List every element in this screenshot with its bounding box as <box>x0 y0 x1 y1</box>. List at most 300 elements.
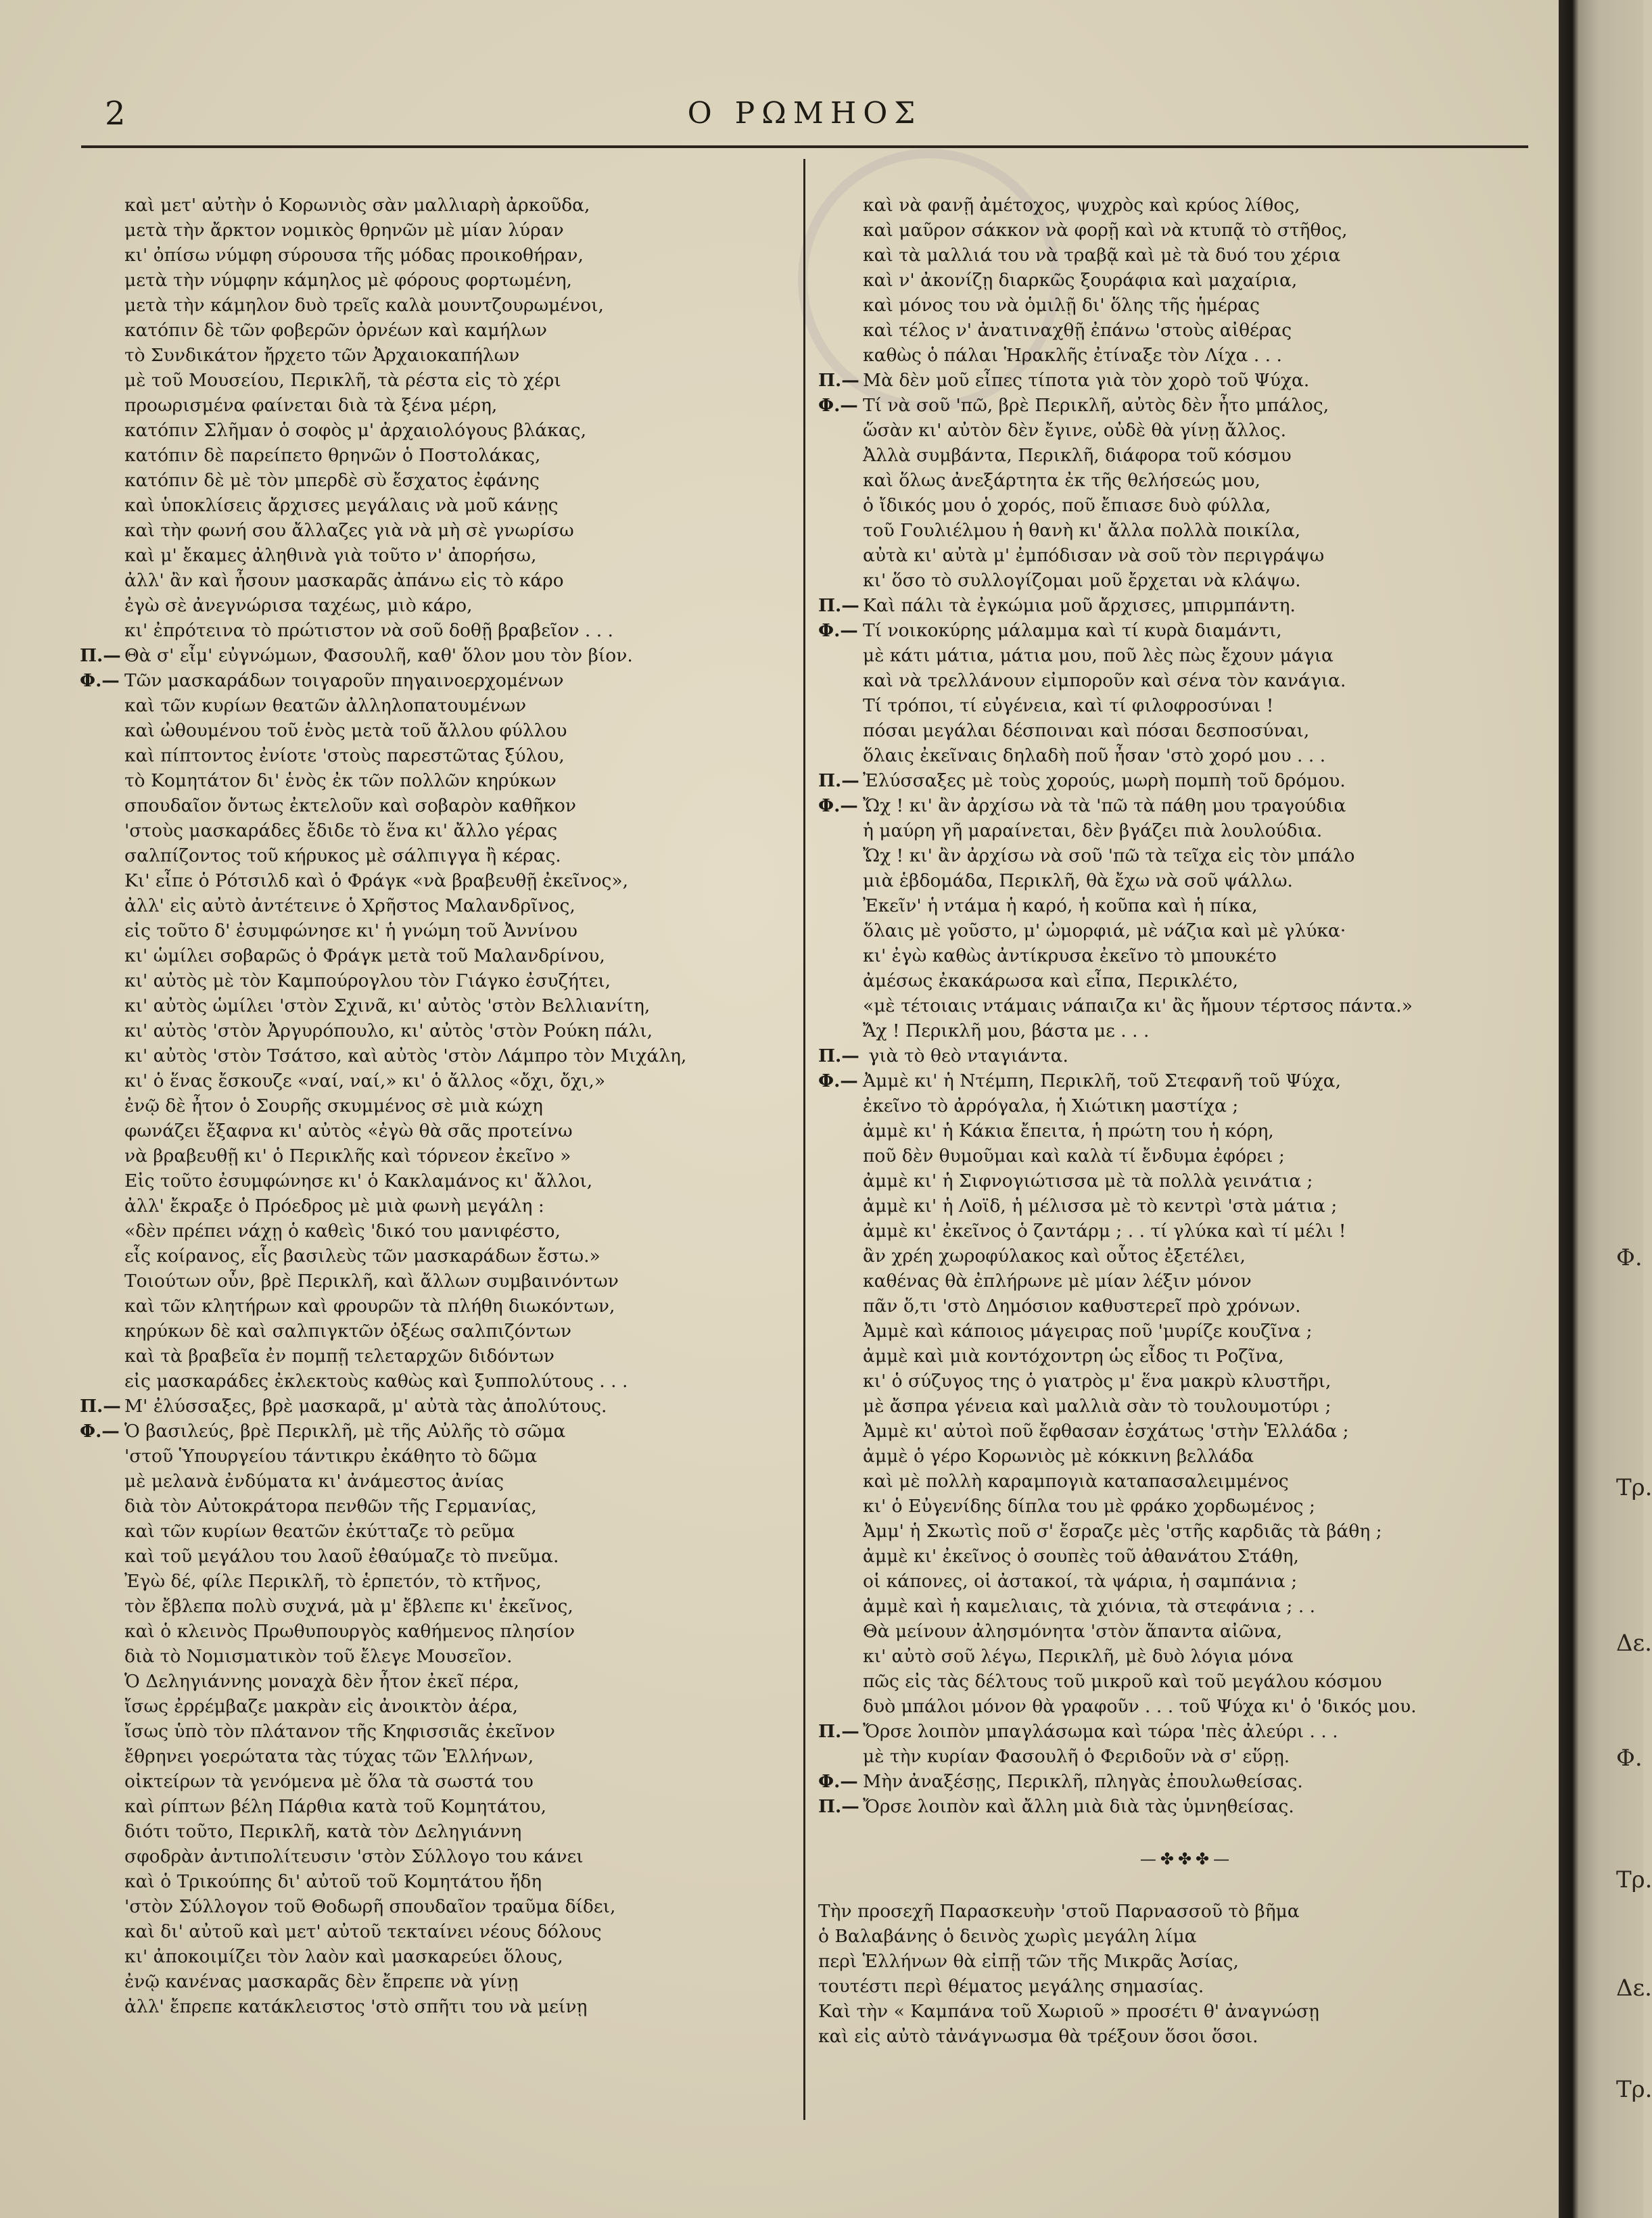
verse-text: κι' ἀποκοιμίζει τὸν λαὸν καὶ μασκαρεύει ὅλους, <box>124 1946 563 1967</box>
verse-text: μετὰ τὴν ἄρκτον νομικὸς θρηνῶν μὲ μίαν λύραν <box>124 220 564 241</box>
verse-line <box>80 1369 797 1394</box>
right-column <box>818 193 1555 2049</box>
verse-line <box>818 243 1555 268</box>
verse-text: ἀμμὲ κι' ἐκεῖνος ὁ ζαντάρμ ; . . τί γλύκα καὶ τί μέλι ! <box>863 1221 1346 1242</box>
verse-line <box>80 393 797 418</box>
verse-line <box>80 1619 797 1644</box>
verse-text: μιὰ ἑβδομάδα, Περικλῆ, θὰ ἔχω νὰ σοῦ ψάλλω. <box>863 870 1293 891</box>
verse-line <box>80 1769 797 1794</box>
verse-line <box>818 968 1555 993</box>
verse-line <box>80 193 797 218</box>
verse-text: Τί νὰ σοῦ 'πῶ, βρὲ Περικλῆ, αὐτὸς δὲν ἦτο μπάλος, <box>863 395 1329 416</box>
verse-text: καὶ νὰ φανῇ ἀμέτοχος, ψυχρὸς καὶ κρύος λίθος, <box>863 195 1300 216</box>
verse-text: καὶ τῶν κυρίων θεατῶν ἐκύτταζε τὸ ρεῦμα <box>124 1521 515 1542</box>
verse-text: καὶ ρίπτων βέλη Πάρθια κατὰ τοῦ Κομητάτου, <box>124 1796 546 1817</box>
verse-text: κι' ὁ Εὐγενίδης δίπλα του μὲ φράκο χορδωμένος ; <box>863 1496 1315 1517</box>
verse-text: καὶ ὠθουμένου τοῦ ἑνὸς μετὰ τοῦ ἄλλου φύλλου <box>124 720 567 741</box>
verse-line <box>818 1694 1555 1719</box>
verse-text: διὰ τὸν Αὐτοκράτορα πενθῶν τῆς Γερμανίας, <box>124 1496 537 1517</box>
verse-text: ἀμμὲ καὶ μιὰ κοντόχοντρη ὡς εἶδος τι Ροζῖνα, <box>863 1346 1284 1367</box>
verse-text: Ὄρσε λοιπὸν καὶ ἄλλη μιὰ διὰ τὰς ὑμνηθείσας. <box>863 1796 1294 1817</box>
verse-line <box>80 1544 797 1569</box>
masthead-title: Ο ΡΩΜΗΟΣ <box>687 96 922 131</box>
verse-line <box>818 193 1555 218</box>
verse-line <box>80 1719 797 1744</box>
verse-text: Μὰ δὲν μοῦ εἶπες τίποτα γιὰ τὸν χορὸ τοῦ Ψύχα. <box>863 370 1310 391</box>
verse-text: Ὤχ ! κι' ἂν ἀρχίσω νὰ σοῦ 'πῶ τὰ τεῖχα εἰς τὸν μπάλο <box>863 845 1355 866</box>
verse-line <box>80 1319 797 1344</box>
verse-text: ἀμμὲ κι' ἡ Λοϊδ, ἡ μέλισσα μὲ τὸ κεντρὶ 'στὰ μάτια ; <box>863 1196 1338 1217</box>
verse-line <box>818 1644 1555 1669</box>
verse-text: μὲ κάτι μάτια, μάτια μου, ποῦ λὲς πὼς ἔχουν μάγια <box>863 645 1334 666</box>
verse-line <box>818 393 1555 418</box>
verse-line <box>818 1319 1555 1344</box>
announcement-line: καὶ εἰς αὐτὸ τἀνάγνωσμα θὰ τρέξουν ὅσοι ὅσοι. <box>818 2026 1258 2047</box>
verse-text: ἂν χρέη χωροφύλακος καὶ οὗτος ἐξετέλει, <box>863 1246 1246 1267</box>
verse-text: διότι τοῦτο, Περικλῆ, κατὰ τὸν Δεληγιάννη <box>124 1821 522 1842</box>
verse-line <box>80 1244 797 1269</box>
verse-line <box>80 1394 797 1419</box>
verse-line <box>818 1744 1555 1769</box>
verse-line <box>818 1469 1555 1494</box>
verse-line <box>818 1344 1555 1369</box>
verse-line <box>818 593 1555 618</box>
verse-text: Ὄρσε λοιπὸν μπαγλάσωμα καὶ τώρα 'πὲς ἀλεύρι . . . <box>863 1721 1338 1742</box>
verse-text: κι' ἐγὼ καθὼς ἀντίκρυσα ἐκεῖνο τὸ μπουκέτο <box>863 945 1277 966</box>
verse-line <box>80 1819 797 1844</box>
verse-line <box>80 1068 797 1093</box>
speaker-label: Π.— <box>818 770 859 791</box>
verse-text: κατόπιν Σλῆμαν ὁ σοφὸς μ' ἀρχαιολόγους βλάκας, <box>124 420 587 441</box>
verse-text: Ἄχ ! Περικλῆ μου, βάστα με . . . <box>863 1020 1150 1041</box>
announcement-line: Τὴν προσεχῆ Παρασκευὴν 'στοῦ Παρνασσοῦ τὸ βῆμα <box>818 1901 1300 1922</box>
right-dialog <box>818 193 1555 1819</box>
verse-line <box>818 768 1555 793</box>
speaker-label: Φ.— <box>80 670 120 691</box>
verse-text: σφοδρὰν ἀντιπολίτευσιν 'στὸν Σύλλογο του κάνει <box>124 1846 584 1867</box>
verse-text: τὸν ἔβλεπα πολὺ συχνά, μὰ μ' ἔβλεπε κι' ἐκεῖνος, <box>124 1596 573 1617</box>
verse-line <box>818 743 1555 768</box>
verse-text: Τοιούτων οὖν, βρὲ Περικλῆ, καὶ ἄλλων συμβαινόντων <box>124 1271 619 1292</box>
spacer <box>818 1873 1555 1899</box>
verse-line <box>80 643 797 668</box>
verse-text: μὲ μελανὰ ἐνδύματα κι' ἀνάμεστος ἀνίας <box>124 1471 504 1492</box>
verse-text: μὲ τοῦ Μουσείου, Περικλῆ, τὰ ρέστα εἰς τὸ χέρι <box>124 370 561 391</box>
verse-text: κι' ἐπρότεινα τὸ πρώτιστον νὰ σοῦ δοθῇ βραβεῖον . . . <box>124 620 613 641</box>
verse-line <box>818 568 1555 593</box>
verse-text: καὶ μ' ἔκαμες ἀληθινὰ γιὰ τοῦτο ν' ἀπορήσω, <box>124 545 537 566</box>
verse-text: οἰκτείρων τὰ γενόμενα μὲ ὅλα τὰ σωστά του <box>124 1771 534 1792</box>
verse-line <box>818 643 1555 668</box>
verse-text: σπουδαῖον ὄντως ἐκτελοῦν καὶ σοβαρὸν καθῆκον <box>124 795 576 816</box>
verse-line <box>80 368 797 393</box>
verse-text: κατόπιν δὲ μὲ τὸν μπερδὲ σὺ ἔσχατος ἐφάνης <box>124 470 540 491</box>
verse-text: προωρισμένα φαίνεται διὰ τὰ ξένα μέρη, <box>124 395 498 416</box>
verse-line <box>818 993 1555 1018</box>
verse-text: μετὰ τὴν κάμηλον δυὸ τρεῖς καλὰ μουντζουρωμένοι, <box>124 295 604 316</box>
speaker-label: Π.— <box>818 595 859 616</box>
verse-text: Θὰ σ' εἶμ' εὐγνώμων, Φασουλῆ, καθ' ὅλον μου τὸν βίον. <box>124 645 633 666</box>
verse-text: Ἀμμ' ἡ Σκωτὶς ποῦ σ' ἔσραζε μὲς 'στῆς καρδιᾶς τὰ βάθη ; <box>863 1521 1382 1542</box>
verse-line <box>80 818 797 843</box>
verse-line <box>818 1093 1555 1118</box>
verse-text: Ἀμμὲ κι' ἡ Ντέμπη, Περικλῆ, τοῦ Στεφανῆ τοῦ Ψύχα, <box>863 1070 1342 1091</box>
verse-text: καὶ μὲ πολλὴ καραμπογιὰ καταπασαλειμμένος <box>863 1471 1289 1492</box>
verse-line <box>80 1419 797 1444</box>
speaker-label: Φ.— <box>818 620 858 641</box>
verse-line <box>80 943 797 968</box>
verse-line <box>80 1043 797 1068</box>
verse-text: ὥσὰν κι' αὐτὸν δὲν ἔγινε, οὐδὲ θὰ γίνῃ ἄλλος. <box>863 420 1287 441</box>
page-header <box>81 95 1528 142</box>
announcement-line: ὁ Βαλαβάνης ὁ δεινὸς χωρὶς μεγάλη λίμα <box>818 1926 1197 1947</box>
verse-text: ἐνῷ κανένας μασκαρᾶς δὲν ἔπρεπε νὰ γίνῃ <box>124 1971 519 1992</box>
verse-text: ὅλαις μὲ γοῦστο, μ' ὠμορφιά, μὲ νάζια καὶ μὲ γλύκα· <box>863 920 1346 941</box>
verse-line <box>80 1694 797 1719</box>
verse-line <box>80 593 797 618</box>
verse-text: πόσαι μεγάλαι δέσποιναι καὶ πόσαι δεσποσύναι, <box>863 720 1310 741</box>
verse-line <box>80 1844 797 1869</box>
verse-line <box>818 468 1555 493</box>
header-rule <box>81 145 1528 148</box>
speaker-label: Π.— <box>818 1045 859 1066</box>
verse-text: Ὁ βασιλεύς, βρὲ Περικλῆ, μὲ τῆς Αὐλῆς τὸ σῶμα <box>124 1421 566 1442</box>
verse-line <box>818 818 1555 843</box>
verse-line <box>818 843 1555 868</box>
verse-line <box>80 1644 797 1669</box>
verse-line <box>80 618 797 643</box>
verse-text: καὶ ὅλως ἀνεξάρτητα ἐκ τῆς θελήσεώς μου, <box>863 470 1260 491</box>
verse-line <box>818 918 1555 943</box>
verse-line <box>80 418 797 443</box>
verse-line <box>80 243 797 268</box>
verse-line <box>818 343 1555 368</box>
verse-text: 'στοὺς μασκαράδες ἔδιδε τὸ ἕνα κι' ἄλλο γέρας <box>124 820 558 841</box>
verse-line <box>818 943 1555 968</box>
verse-text: τὸ Συνδικάτον ἤρχετο τῶν Ἀρχαιοκαπήλων <box>124 345 520 366</box>
verse-text: καὶ μόνος του νὰ ὁμιλῇ δι' ὅλης τῆς ἡμέρας <box>863 295 1260 316</box>
verse-line <box>818 1794 1555 1819</box>
verse-line <box>80 1744 797 1769</box>
verse-line <box>818 1769 1555 1794</box>
verse-line <box>818 1444 1555 1469</box>
verse-text: Ἐλύσσαξες μὲ τοὺς χορούς, μωρὴ πομπὴ τοῦ δρόμου. <box>863 770 1346 791</box>
verse-text: κι' αὐτὸς 'στὸν Τσάτσο, καὶ αὐτὸς 'στὸν Λάμπρο τὸν Μιχάλη, <box>124 1045 687 1066</box>
speaker-label: Φ.— <box>80 1421 120 1442</box>
edge-fragment: Τρ. <box>1616 2076 1652 2103</box>
edge-fragment: Τρ. <box>1616 1474 1652 1501</box>
verse-line <box>80 843 797 868</box>
verse-text: καὶ μαῦρον σάκκον νὰ φορῇ καὶ νὰ κτυπᾷ τὸ στῆθος, <box>863 220 1348 241</box>
verse-text: καθὼς ὁ πάλαι Ἡρακλῆς ἐτίναξε τὸν Λίχα . . . <box>863 345 1282 366</box>
verse-line <box>818 1194 1555 1219</box>
verse-line <box>80 1444 797 1469</box>
verse-text: Τῶν μασκαράδων τοιγαροῦν πηγαινοερχομένων <box>124 670 564 691</box>
verse-text: ἀλλ' ἔπρεπε κατάκλειστος 'στὸ σπῆτι του νὰ μείνῃ <box>124 1996 588 2017</box>
verse-text: Ἀμμὲ κι' αὐτοὶ ποῦ ἔφθασαν ἐσχάτως 'στὴν Ἑλλάδα ; <box>863 1421 1349 1442</box>
verse-line <box>80 1018 797 1043</box>
verse-text: ἀλλ' ἂν καὶ ἦσουν μασκαρᾶς ἀπάνω εἰς τὸ κάρο <box>124 570 564 591</box>
verse-line <box>80 343 797 368</box>
speaker-label: Φ.— <box>818 395 858 416</box>
verse-line <box>818 1719 1555 1744</box>
verse-text: νὰ βραβευθῇ κι' ὁ Περικλῆς καὶ τόρνεον ἐκεῖνο » <box>124 1146 571 1166</box>
verse-text: κατόπιν δὲ τῶν φοβερῶν ὀρνέων καὶ καμήλων <box>124 320 547 341</box>
verse-text: ἀμμὲ κι' ἡ Σιφνογιώτισσα μὲ τὰ πολλὰ γεινάτια ; <box>863 1171 1313 1191</box>
page-number: 2 <box>105 95 126 133</box>
verse-text: κι' ὁ σύζυγος της ὁ γιατρὸς μ' ἕνα μακρὺ κλυστῆρι, <box>863 1371 1331 1392</box>
verse-line <box>818 418 1555 443</box>
verse-text: κι' αὐτὸ σοῦ λέγω, Περικλῆ, μὲ δυὸ λόγια μόνα <box>863 1646 1294 1667</box>
verse-text: Ἐκεῖν' ἡ ντάμα ἡ καρό, ἡ κοῦπα καὶ ἡ πίκα, <box>863 895 1258 916</box>
speaker-label: Φ.— <box>818 795 858 816</box>
verse-text: κι' αὐτὸς ὡμίλει 'στὸν Σχινᾶ, κι' αὐτὸς 'στὸν Βελλιανίτη, <box>124 995 651 1016</box>
verse-line <box>818 268 1555 293</box>
verse-text: τὸ Κομητάτον δι' ἑνὸς ἐκ τῶν πολλῶν κηρύκων <box>124 770 557 791</box>
verse-line <box>818 693 1555 718</box>
verse-line <box>818 1544 1555 1569</box>
verse-line <box>818 1269 1555 1294</box>
verse-line <box>80 518 797 543</box>
column-divider <box>803 159 805 2120</box>
verse-text: οἱ κάπονες, οἱ ἀστακοί, τὰ ψάρια, ἡ σαμπάνια ; <box>863 1571 1298 1592</box>
verse-line <box>818 493 1555 518</box>
verse-line <box>818 1043 1555 1068</box>
verse-text: καὶ τὰ μαλλιά του νὰ τραβᾷ καὶ μὲ τὰ δυό του χέρια <box>863 245 1341 266</box>
verse-line <box>80 743 797 768</box>
announcement-line: περὶ Ἑλλήνων θὰ εἰπῇ τῶν τῆς Μικρᾶς Ἀσίας, <box>818 1951 1239 1972</box>
verse-text: καὶ τὴν φωνή σου ἄλλαζες γιὰ νὰ μὴ σὲ γνωρίσω <box>124 520 574 541</box>
verse-line <box>818 868 1555 893</box>
verse-text: μὲ ἄσπρα γένεια καὶ μαλλιὰ σὰν τὸ τουλουμοτύρι ; <box>863 1396 1331 1417</box>
verse-line <box>80 693 797 718</box>
announcement-line: τουτέστι περὶ θέματος μεγάλης σημασίας. <box>818 1976 1204 1997</box>
verse-line <box>80 718 797 743</box>
verse-line <box>80 1569 797 1594</box>
verse-line <box>80 468 797 493</box>
verse-line <box>818 1619 1555 1644</box>
verse-text: κι' ὀπίσω νύμφη σύρουσα τῆς μόδας προικοθήραν, <box>124 245 584 266</box>
verse-line <box>80 1969 797 1994</box>
left-column <box>80 193 797 2019</box>
verse-text: τοῦ Γουλιέλμου ἡ θανὴ κι' ἄλλα πολλὰ ποικίλα, <box>863 520 1301 541</box>
verse-text: κατόπιν δὲ παρείπετο θρηνῶν ὁ Ποστολάκας, <box>124 445 541 466</box>
verse-text: Μὴν ἀναξέσῃς, Περικλῆ, πληγὰς ἐπουλωθείσας. <box>863 1771 1303 1792</box>
verse-line <box>80 1269 797 1294</box>
verse-line <box>818 1068 1555 1093</box>
verse-line <box>80 543 797 568</box>
speaker-label: Φ.— <box>818 1070 858 1091</box>
verse-text: καὶ ὁ Τρικούπης δι' αὐτοῦ τοῦ Κομητάτου ἤδη <box>124 1871 542 1892</box>
verse-line <box>818 1394 1555 1419</box>
verse-text: 'στοῦ Ὑπουργείου τάντικρυ ἐκάθητο τὸ δῶμα <box>124 1446 538 1467</box>
verse-text: ὅλαις ἐκεῖναις δηλαδὴ ποῦ ἦσαν 'στὸ χορό μου . . . <box>863 745 1326 766</box>
verse-text: καὶ δι' αὐτοῦ καὶ μετ' αὐτοῦ τεκταίνει νέους δόλους <box>124 1921 602 1942</box>
verse-text: ποῦ δὲν θυμοῦμαι καὶ καλὰ τί ἔνδυμα ἐφόρει ; <box>863 1146 1285 1166</box>
verse-text: «μὲ τέτοιαις ντάμαις νάπαιζα κι' ἂς ἤμουν τέρτσος πάντα.» <box>863 995 1413 1016</box>
verse-line <box>80 1219 797 1244</box>
verse-text: καὶ μετ' αὐτὴν ὁ Κορωνιὸς σὰν μαλλιαρὴ ἀρκοῦδα, <box>124 195 590 216</box>
verse-text: εἰς μασκαράδες ἐκλεκτοὺς καθὼς καὶ ξυππολύτους . . . <box>124 1371 628 1392</box>
verse-line <box>80 1669 797 1694</box>
verse-text: μετὰ τὴν νύμφην κάμηλος μὲ φόρους φορτωμένη, <box>124 270 572 291</box>
verse-line <box>80 1294 797 1319</box>
verse-line <box>818 1244 1555 1269</box>
verse-text: κι' αὐτὸς 'στὸν Ἀργυρόπουλο, κι' αὐτὸς 'στὸν Ρούκη πάλι, <box>124 1020 653 1041</box>
verse-text: κι' ὅσο τὸ συλλογίζομαι μοῦ ἔρχεται νὰ κλάψω. <box>863 570 1301 591</box>
verse-line <box>818 1419 1555 1444</box>
verse-line <box>80 493 797 518</box>
verse-text: καὶ τέλος ν' ἀνατιναχθῇ ἐπάνω 'στοὺς αἰθέρας <box>863 320 1292 341</box>
verse-line <box>80 1118 797 1143</box>
announcement <box>818 1899 1555 2049</box>
verse-text: Κι' εἶπε ὁ Ρότσιλδ καὶ ὁ Φράγκ «νὰ βραβευθῇ ἐκεῖνος», <box>124 870 629 891</box>
verse-text: σαλπίζοντος τοῦ κήρυκος μὲ σάλπιγγα ἢ κέρας. <box>124 845 561 866</box>
verse-line <box>818 618 1555 643</box>
verse-text: ἔθρηνει γοερώτατα τὰς τύχας τῶν Ἑλλήνων, <box>124 1746 534 1767</box>
verse-line <box>80 1344 797 1369</box>
verse-line <box>818 793 1555 818</box>
verse-line <box>80 918 797 943</box>
verse-text: δυὸ μπάλοι μόνον θὰ γραφοῦν . . . τοῦ Ψύχα κι' ὁ 'δικός μου. <box>863 1696 1417 1717</box>
verse-text: καὶ τῶν κυρίων θεατῶν ἀλληλοπατουμένων <box>124 695 527 716</box>
verse-line <box>818 1669 1555 1694</box>
verse-line <box>80 668 797 693</box>
verse-text: «δὲν πρέπει νάχῃ ὁ καθεὶς 'δικό του μανιφέστο, <box>124 1221 561 1242</box>
verse-line <box>818 318 1555 343</box>
verse-line <box>80 1494 797 1519</box>
verse-text: πᾶν ὅ,τι 'στὸ Δημόσιον καθυστερεῖ πρὸ χρόνων. <box>863 1296 1301 1317</box>
verse-text: Ὤχ ! κι' ἂν ἀρχίσω νὰ τὰ 'πῶ τὰ πάθη μου τραγούδια <box>863 795 1346 816</box>
verse-line <box>80 218 797 243</box>
verse-line <box>80 1944 797 1969</box>
verse-line <box>818 218 1555 243</box>
verse-text: ἀμέσως ἐκακάρωσα καὶ εἶπα, Περικλέτο, <box>863 970 1239 991</box>
edge-fragment: Δε. <box>1616 1630 1652 1657</box>
verse-text: κι' αὐτὸς μὲ τὸν Καμπούρογλου τὸν Γιάγκο ἐσυζήτει, <box>124 970 611 991</box>
verse-text: ἐγὼ σὲ ἀνεγνώρισα ταχέως, μιὸ κάρο, <box>124 595 473 616</box>
verse-text: καὶ τὰ βραβεῖα ἐν πομπῇ τελεταρχῶν διδόντων <box>124 1346 554 1367</box>
verse-text: ἀμμὲ ὁ γέρο Κορωνιὸς μὲ κόκκινη βελλάδα <box>863 1446 1254 1467</box>
speaker-label: Π.— <box>818 370 859 391</box>
verse-line <box>80 1894 797 1919</box>
verse-line <box>80 318 797 343</box>
verse-text: μὲ τὴν κυρίαν Φασουλῆ ὁ Φεριδοῦν νὰ σ' εὕρῃ. <box>863 1746 1290 1767</box>
verse-line <box>818 1219 1555 1244</box>
verse-line <box>818 518 1555 543</box>
verse-text: καὶ ν' ἀκονίζῃ διαρκῶς ξουράφια καὶ μαχαίρια, <box>863 270 1298 291</box>
verse-text: ἀλλ' εἰς αὐτὸ ἀντέτεινε ὁ Χρῆστος Μαλανδρῖνος, <box>124 895 575 916</box>
verse-text: ἐνῷ δὲ ἦτον ὁ Σουρῆς σκυμμένος σὲ μιὰ κώχη <box>124 1095 543 1116</box>
verse-text: Θὰ μείνουν ἀλησμόνητα 'στὸν ἅπαντα αἰῶνα, <box>863 1621 1283 1642</box>
verse-text: ἡ μαύρη γῆ μαραίνεται, δὲν βγάζει πιὰ λουλούδια. <box>863 820 1323 841</box>
verse-text: καθένας θὰ ἐπλήρωνε μὲ μίαν λέξιν μόνον <box>863 1271 1252 1292</box>
speaker-label: Π.— <box>818 1796 859 1817</box>
verse-line <box>818 1494 1555 1519</box>
verse-line <box>80 893 797 918</box>
verse-line <box>80 793 797 818</box>
verse-line <box>818 368 1555 393</box>
verse-text: ὁ ἴδικός μου ὁ χορός, ποῦ ἔπιασε δυὸ φύλλα, <box>863 495 1271 516</box>
verse-line <box>818 718 1555 743</box>
verse-line <box>80 1143 797 1169</box>
verse-text: κηρύκων δὲ καὶ σαλπιγκτῶν ὀξέως σαλπιζόντων <box>124 1321 572 1342</box>
verse-line <box>80 1594 797 1619</box>
verse-text: Μ' ἐλύσσαξες, βρὲ μασκαρᾶ, μ' αὐτὰ τὰς ἀπολύτους. <box>124 1396 607 1417</box>
verse-line <box>80 1994 797 2019</box>
verse-line <box>818 1294 1555 1319</box>
edge-fragment: Φ. <box>1616 1244 1643 1271</box>
verse-text: ἐκεῖνο τὸ ἀρρόγαλα, ἡ Χιώτικη μαστίχα ; <box>863 1095 1239 1116</box>
verse-text: καὶ τοῦ μεγάλου του λαοῦ ἐθαύμαζε τὸ πνεῦμα. <box>124 1546 559 1567</box>
verse-text: ἀλλ' ἔκραξε ὁ Πρόεδρος μὲ μιὰ φωνὴ μεγάλη : <box>124 1196 544 1217</box>
verse-text: ἀμμὲ κι' ἐκεῖνος ὁ σουπὲς τοῦ ἀθανάτου Στάθη, <box>863 1546 1299 1567</box>
verse-line <box>818 1594 1555 1619</box>
verse-text: Ἀλλὰ συμβάντα, Περικλῆ, διάφορα τοῦ κόσμου <box>863 445 1292 466</box>
verse-text: καὶ πίπτοντος ἐνίοτε 'στοὺς παρεστῶτας ξύλου, <box>124 745 565 766</box>
verse-line <box>80 443 797 468</box>
verse-line <box>818 293 1555 318</box>
verse-line <box>818 1569 1555 1594</box>
verse-text: Ὁ Δεληγιάννης μοναχὰ δὲν ἦτον ἐκεῖ πέρα, <box>124 1671 519 1692</box>
verse-text: Τί τρόποι, τί εὐγένεια, καὶ τί φιλοφροσύναι ! <box>863 695 1274 716</box>
verse-text: 'στὸν Σύλλογον τοῦ Θοδωρῆ σπουδαῖον τραῦμα δίδει, <box>124 1896 616 1917</box>
verse-text: ἴσως ἐρρέμβαζε μακρὰν εἰς ἀνοικτὸν ἀέρα, <box>124 1696 519 1717</box>
verse-text: Ἐγὼ δέ, φίλε Περικλῆ, τὸ ἑρπετόν, τὸ κτῆνος, <box>124 1571 542 1592</box>
verse-line <box>818 1143 1555 1169</box>
verse-line <box>80 968 797 993</box>
edge-fragment: Φ. <box>1616 1745 1643 1772</box>
verse-text: καὶ νὰ τρελλάνουν εἰμποροῦν καὶ σένα τὸν κανάγια. <box>863 670 1346 691</box>
verse-line <box>818 1369 1555 1394</box>
verse-line <box>818 668 1555 693</box>
verse-text: ἀμμὲ κι' ἡ Κάκια ἔπειτα, ἡ πρώτη του ἡ κόρη, <box>863 1120 1274 1141</box>
verse-line <box>80 568 797 593</box>
verse-text: εἰς τοῦτο δ' ἐσυμφώνησε κι' ἡ γνώμη τοῦ Ἀννίνου <box>124 920 577 941</box>
verse-text: φωνάζει ἔξαφνα κι' αὐτὸς «ἐγὼ θὰ σᾶς προτείνω <box>124 1120 573 1141</box>
verse-line <box>818 1519 1555 1544</box>
verse-line <box>80 993 797 1018</box>
verse-line <box>80 1169 797 1194</box>
verse-text: καὶ ὑποκλίσεις ἄρχισες μεγάλαις νὰ μοῦ κάνῃς <box>124 495 559 516</box>
verse-text: πῶς εἰς τὰς δέλτους τοῦ μικροῦ καὶ τοῦ μεγάλου κόσμου <box>863 1671 1382 1692</box>
verse-line <box>818 543 1555 568</box>
verse-line <box>818 443 1555 468</box>
verse-text: αὐτὰ κι' αὐτὰ μ' ἐμπόδισαν νὰ σοῦ τὸν περιγράψω <box>863 545 1325 566</box>
verse-text: ἀμμὲ καὶ ἡ καμελιαις, τὰ χιόνια, τὰ στεφάνια ; . . <box>863 1596 1316 1617</box>
speaker-label: Π.— <box>80 1396 121 1417</box>
announcement-line: Καὶ τὴν « Καμπάνα τοῦ Χωριοῦ » προσέτι θ' ἀναγνώσῃ <box>818 2001 1319 2022</box>
verse-text: εἷς κοίρανος, εἷς βασιλεὺς τῶν μασκαράδων ἔστω.» <box>124 1246 600 1267</box>
verse-text: καὶ ὁ κλεινὸς Πρωθυπουργὸς καθήμενος πλησίον <box>124 1621 575 1642</box>
speaker-label: Π.— <box>80 645 121 666</box>
verse-text: Ἀμμὲ καὶ κάποιος μάγειρας ποῦ 'μυρίζε κουζῖνα ; <box>863 1321 1313 1342</box>
verse-text: κι' ὡμίλει σοβαρῶς ὁ Φράγκ μετὰ τοῦ Μαλανδρίνου, <box>124 945 605 966</box>
verse-line <box>818 893 1555 918</box>
verse-line <box>80 1919 797 1944</box>
verse-line <box>80 1469 797 1494</box>
verse-text: διὰ τὸ Νομισματικὸν τοῦ ἔλεγε Μουσεῖον. <box>124 1646 513 1667</box>
verse-text: καὶ τῶν κλητήρων καὶ φρουρῶν τὰ πλήθη διωκόντων, <box>124 1296 615 1317</box>
verse-text: κι' ὁ ἕνας ἔσκουζε «ναί, ναί,» κι' ὁ ἄλλος «ὄχι, ὄχι,» <box>124 1070 606 1091</box>
verse-text: Εἰς τοῦτο ἐσυμφώνησε κι' ὁ Κακλαμάνος κι' ἄλλοι, <box>124 1171 593 1191</box>
verse-line <box>80 868 797 893</box>
section-ornament: —✤✤✤— <box>1139 1849 1234 1868</box>
verse-text: Καὶ πάλι τὰ ἐγκώμια μοῦ ἄρχισες, μπιρμπάντη. <box>863 595 1296 616</box>
verse-line <box>80 293 797 318</box>
verse-line <box>80 768 797 793</box>
verse-text: ἴσως ὑπὸ τὸν πλάτανον τῆς Κηφισσιᾶς ἐκεῖνον <box>124 1721 555 1742</box>
